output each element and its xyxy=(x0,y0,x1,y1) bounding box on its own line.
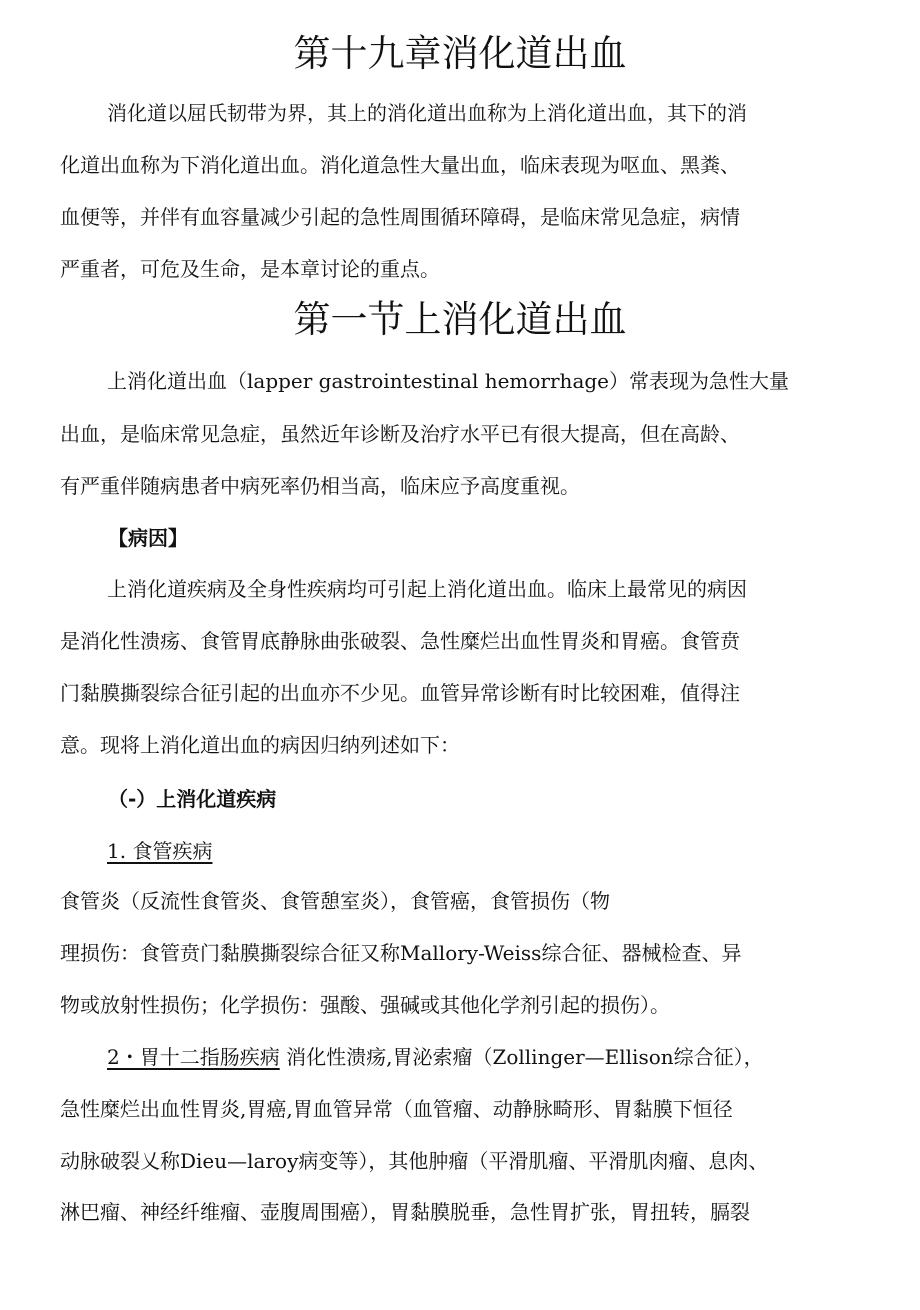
intro-line-1: 消化道以屈氏韧带为界，其上的消化道出血称为上消化道出血，其下的消 xyxy=(107,101,747,125)
chapter-title: 第十九章消化道出血 xyxy=(293,32,627,75)
intro-line-2: 化道出血称为下消化道出血。消化道急性大量出血，临床表现为呕血、黑粪、 xyxy=(60,153,740,177)
section-line-3: 有严重伴随病患者中病死率仍相当高，临床应予高度重视。 xyxy=(60,474,580,498)
intro-line-3: 血便等，并伴有血容量减少引起的急性周围循环障碍，是临床常见急症，病情 xyxy=(60,205,740,229)
item1-line-3: 物或放射性损伤；化学损伤：强酸、强碱或其他化学剂引起的损伤）。 xyxy=(60,993,670,1017)
cause-line-4: 意。现将上消化道出血的病因归纳列述如下： xyxy=(60,733,460,757)
intro-line-4: 严重者，可危及生命，是本章讨论的重点。 xyxy=(60,257,440,281)
item2-line-2: 动脉破裂乂称Dieu—laroy病变等），其他肿瘤（平滑肌瘤、平滑肌肉瘤、息肉、 xyxy=(60,1149,769,1173)
section-line-1: 上消化道出血（lapper gastrointestinal hemorrhage）常表现为急性大量 xyxy=(107,369,790,393)
cause-line-2: 是消化性溃疡、食管胃底静脉曲张破裂、急性糜烂出血性胃炎和胃癌。食管贲 xyxy=(60,629,740,653)
cause-line-1: 上消化道疾病及全身性疾病均可引起上消化道出血。临床上最常见的病因 xyxy=(107,577,747,601)
cause-heading: 【病因】 xyxy=(108,526,188,550)
item1-label: 1. 食管疾病 xyxy=(107,839,213,863)
item2-first-rest: 消化性溃疡,胃泌索瘤（Zollinger—Ellison综合征）， xyxy=(279,1045,764,1069)
item2-line-1: 急性糜烂出血性胃炎,胃癌,胃血管异常（血管瘤、动静脉畸形、胃黏膜下恒径 xyxy=(60,1097,733,1121)
item2-first-line xyxy=(107,1043,764,1071)
item2-line-3: 淋巴瘤、神经纤维瘤、壶腹周围癌），胃黏膜脱垂，急性胃扩张，胃扭转，膈裂 xyxy=(60,1200,750,1224)
section-line-2: 出血，是临床常见急症，虽然近年诊断及治疗水平已有很大提高，但在高龄、 xyxy=(60,422,740,446)
item1-line-2: 理损伤：食管贲门黏膜撕裂综合征又称Mallory-Weiss综合征、器械检查、异 xyxy=(60,941,742,965)
cause-line-3: 门黏膜撕裂综合征引起的出血亦不少见。血管异常诊断有时比较困难，值得注 xyxy=(60,681,740,705)
section-title: 第一节上消化道出血 xyxy=(293,298,627,341)
item2-label: 2・胃十二指肠疾病 xyxy=(107,1045,280,1069)
sub-heading: （-）上消化道疾病 xyxy=(108,787,277,811)
item1-line-1: 食管炎（反流性食管炎、食管憩室炎），食管癌，食管损伤（物 xyxy=(60,889,610,913)
